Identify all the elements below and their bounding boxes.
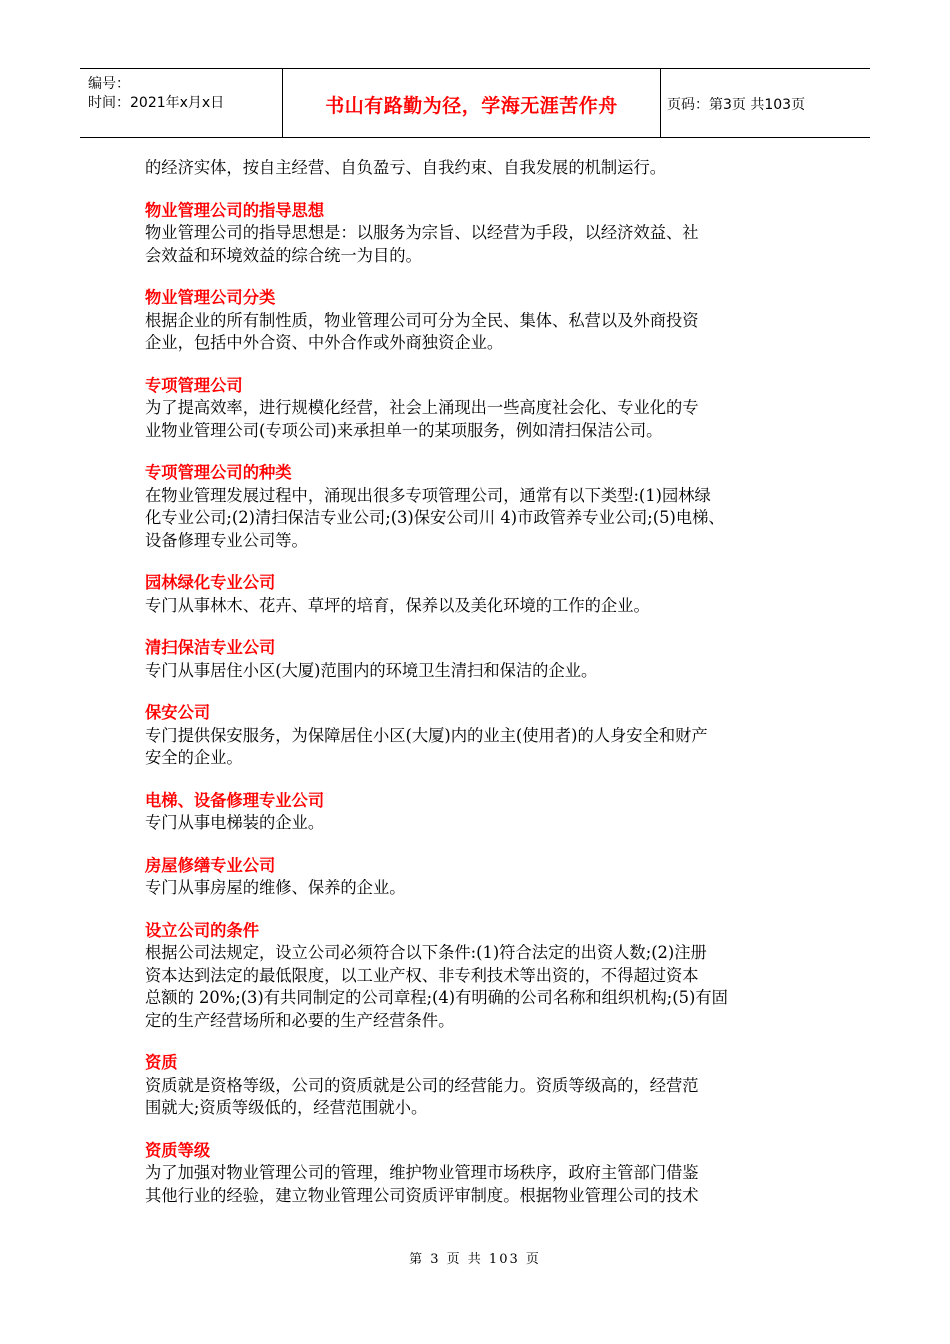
section-text-line: 其他行业的经验，建立物业管理公司资质评审制度。根据物业管理公司的技术 [145, 1185, 699, 1205]
header-motto: 书山有路勤为径，学海无涯苦作舟 [325, 95, 618, 117]
section-heading: 资质 [145, 1053, 178, 1072]
section-heading: 电梯、设备修理专业公司 [145, 790, 325, 810]
section [145, 375, 813, 443]
section [145, 1052, 813, 1120]
page-footer: 第 3 页 共 103 页 [409, 1252, 541, 1267]
page-header [80, 68, 870, 138]
section-heading: 专项管理公司的种类 [145, 463, 292, 482]
section-text-line: 物业管理公司的指导思想是：以服务为宗旨、以经营为手段，以经济效益、社 [145, 223, 699, 242]
section-text-line: 为了提高效率，进行规模化经营，社会上涌现出一些高度社会化、专业化的专 [145, 398, 699, 417]
section-text-line: 专门提供保安服务，为保障居住小区(大厦)内的业主(使用者)的人身安全和财产 [145, 725, 708, 745]
section-text-line: 总额的 20%;(3)有共同制定的公司章程;(4)有明确的公司名称和组织机构;(5)有固 [145, 988, 728, 1007]
header-motto-cell [283, 69, 661, 137]
header-page-cell [661, 69, 870, 137]
section-text-line: 为了加强对物业管理公司的管理，维护物业管理市场秩序，政府主管部门借鉴 [145, 1163, 699, 1182]
section-text-line: 专门从事居住小区(大厦)范围内的环境卫生清扫和保洁的企业。 [145, 660, 598, 680]
section-text-line: 资本达到法定的最低限度，以工业产权、非专利技术等出资的，不得超过资本 [145, 965, 699, 985]
section-heading: 房屋修缮专业公司 [145, 855, 276, 875]
section [145, 200, 813, 268]
section-text-line: 专门从事房屋的维修、保养的企业。 [145, 878, 406, 897]
section-heading: 设立公司的条件 [145, 920, 259, 940]
section-heading: 物业管理公司的指导思想 [145, 200, 325, 220]
document-body [145, 157, 813, 1207]
section-text-line: 在物业管理发展过程中，涌现出很多专项管理公司，通常有以下类型:(1)园林绿 [145, 485, 711, 505]
section [145, 790, 813, 835]
document-date: 时间：2021年x月x日 [88, 95, 225, 111]
header-meta-cell [80, 69, 283, 137]
section-text-line: 会效益和环境效益的综合统一为目的。 [145, 245, 422, 265]
section-heading: 清扫保洁专业公司 [145, 638, 276, 657]
section [145, 287, 813, 355]
section-text-line: 安全的企业。 [145, 748, 243, 767]
section-text-line: 围就大;资质等级低的，经营范围就小。 [145, 1098, 428, 1117]
section [145, 702, 813, 770]
section-text-line: 定的生产经营场所和必要的生产经营条件。 [145, 1010, 455, 1030]
section [145, 1140, 813, 1208]
section [145, 855, 813, 900]
section-heading: 资质等级 [145, 1140, 211, 1160]
section-text-line: 专门从事电梯装的企业。 [145, 813, 325, 832]
section-text-line: 设备修理专业公司等。 [145, 530, 308, 550]
section-text-line: 化专业公司;(2)清扫保洁专业公司;(3)保安公司川 4)市政管养专业公司;(5)电梯、 [145, 508, 725, 527]
section-text-line: 专门从事林木、花卉、草坪的培育，保养以及美化环境的工作的企业。 [145, 595, 650, 615]
section-heading: 物业管理公司分类 [145, 288, 276, 307]
section-text-line: 根据企业的所有制性质，物业管理公司可分为全民、集体、私营以及外商投资 [145, 310, 699, 330]
section [145, 462, 813, 552]
section-list [145, 200, 813, 1208]
section [145, 572, 813, 617]
section-text-line: 企业，包括中外合资、中外合作或外商独资企业。 [145, 333, 504, 352]
section [145, 637, 813, 682]
section-heading: 园林绿化专业公司 [145, 573, 276, 592]
section [145, 920, 813, 1033]
section-text-line: 根据公司法规定，设立公司必须符合以下条件:(1)符合法定的出资人数;(2)注册 [145, 943, 707, 962]
section-heading: 专项管理公司 [145, 375, 243, 395]
document-code-label: 编号： [88, 76, 130, 92]
section-text-line: 资质就是资格等级，公司的资质就是公司的经营能力。资质等级高的，经营范 [145, 1075, 699, 1095]
section-heading: 保安公司 [145, 703, 211, 722]
header-page-info: 页码：第3页 共103页 [667, 97, 806, 113]
intro-paragraph: 的经济实体，按自主经营、自负盈亏、自我约束、自我发展的机制运行。 [145, 158, 667, 177]
section-text-line: 业物业管理公司(专项公司)来承担单一的某项服务，例如清扫保洁公司。 [145, 420, 663, 440]
